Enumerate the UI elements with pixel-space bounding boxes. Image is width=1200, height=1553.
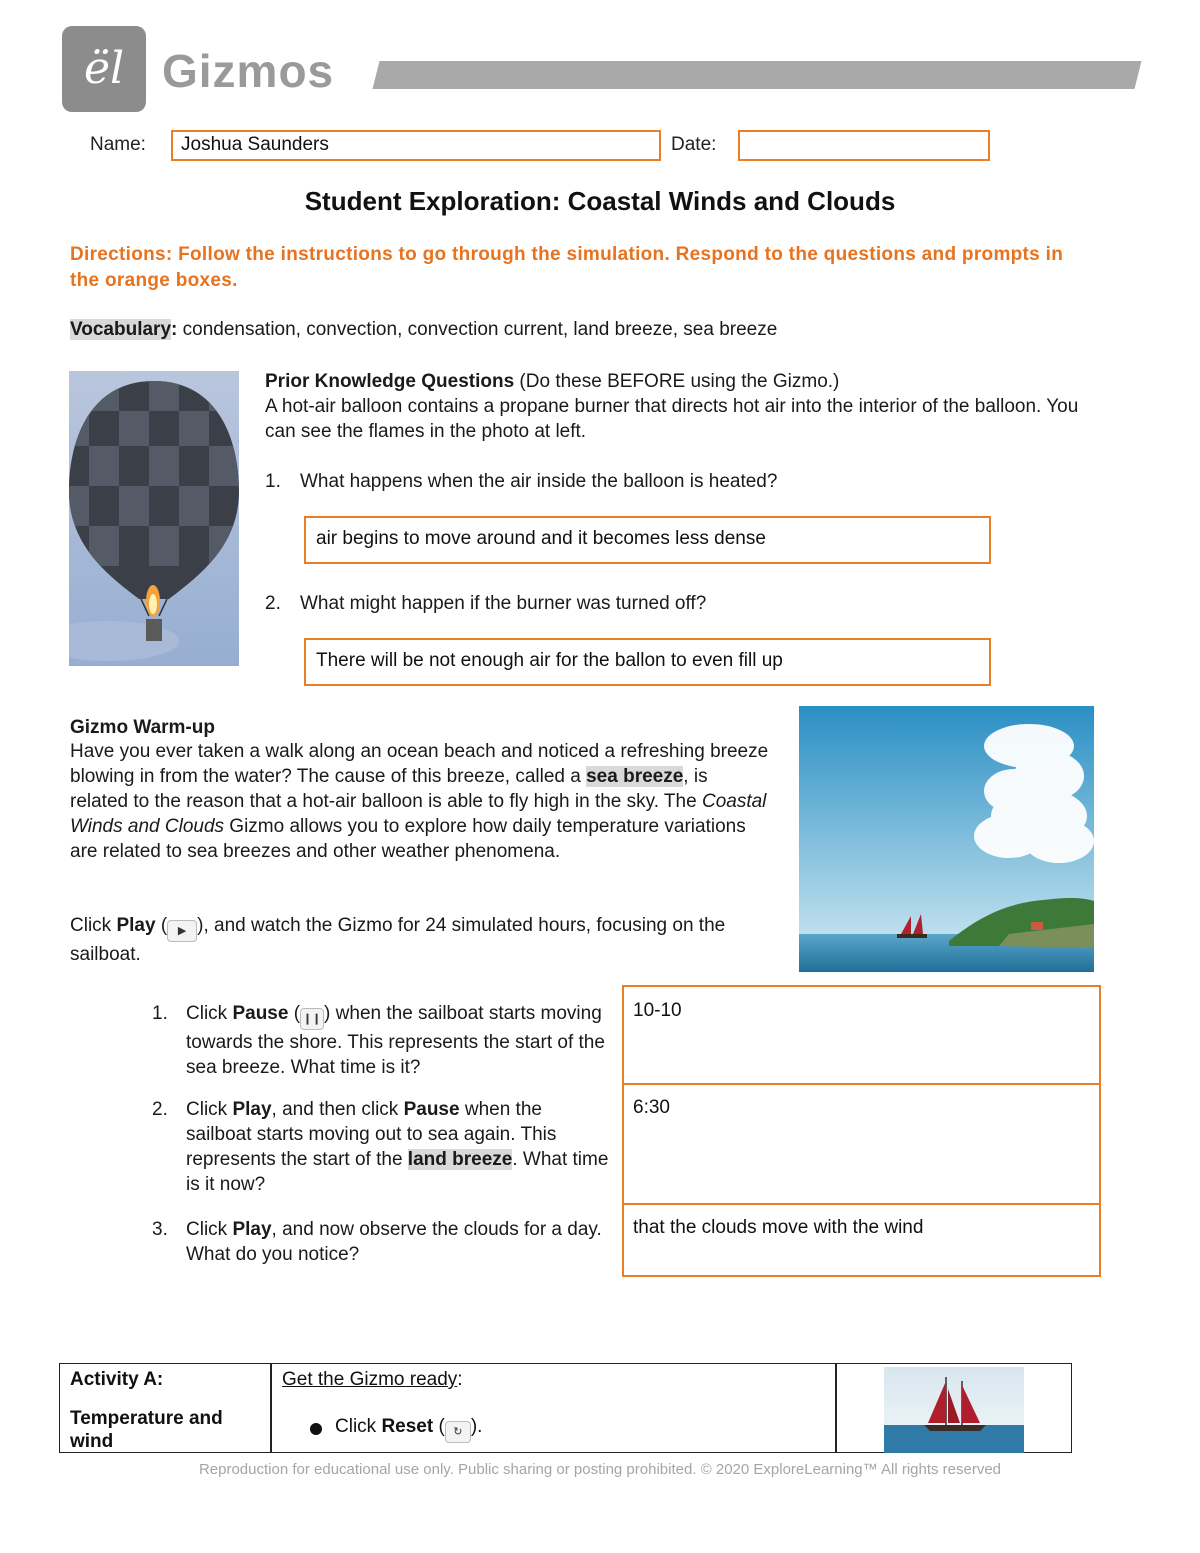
pause-label: Pause xyxy=(403,1099,460,1120)
step-text: . What time is it now? xyxy=(186,1149,609,1195)
answer-step-2[interactable]: 6:30 xyxy=(633,1097,670,1118)
warmup-text: Gizmo allows you to explore how daily temperature variations are related to sea breezes and other weather phenomena. xyxy=(70,816,746,862)
gizmo-name: Coastal Winds and Clouds xyxy=(70,791,767,837)
step-text: when the sailboat starts moving out to sea again. This represents the start of the xyxy=(186,1099,557,1170)
gizmo-ready-line xyxy=(282,1369,463,1391)
term-sea-breeze: sea breeze xyxy=(586,766,684,787)
step-1-text xyxy=(186,1001,611,1080)
name-label: Name: xyxy=(90,134,146,155)
step-text: ( xyxy=(288,1003,301,1024)
footer-copyright: Reproduction for educational use only. Public sharing or posting prohibited. © 2020 ExploreLearning™ All rights reserved xyxy=(198,1461,1002,1478)
vocabulary-colon: : xyxy=(171,319,178,340)
bullet-icon xyxy=(310,1423,322,1435)
answer-box-q2[interactable]: There will be not enough air for the ballon to even fill up xyxy=(304,638,991,686)
instruction-text: ( xyxy=(433,1416,445,1437)
instruction-text: Click xyxy=(70,915,117,936)
step-3-text xyxy=(186,1217,616,1267)
instruction-text: ), and watch the Gizmo for 24 simulated hours, focusing on the sailboat. xyxy=(70,915,726,965)
question-text: What happens when the air inside the balloon is heated? xyxy=(300,471,778,492)
vocabulary-terms: condensation, convection, convection current, land breeze, sea breeze xyxy=(177,319,778,340)
step-text: ) when the sailboat starts moving towards the shore. This represents the start of the sea breeze. What time is it? xyxy=(186,1003,605,1078)
step-text: , and then click xyxy=(271,1099,404,1120)
page-title: Student Exploration: Coastal Winds and Clouds xyxy=(304,186,896,216)
reset-label: Reset xyxy=(381,1416,434,1437)
activity-topic: Temperature and wind xyxy=(70,1408,223,1452)
question-number: 1. xyxy=(265,471,281,492)
vocabulary-label: Vocabulary xyxy=(70,319,172,340)
activity-label: Activity A: xyxy=(70,1369,164,1390)
question-number: 2. xyxy=(265,593,281,614)
pause-label: Pause xyxy=(232,1003,289,1024)
coastal-scene-image xyxy=(799,706,1094,972)
header-bar xyxy=(373,61,1142,89)
play-label: Play xyxy=(116,915,156,936)
directions: Directions: Follow the instructions to go through the simulation. Respond to the questions and prompts in the orange boxes. xyxy=(70,244,1064,291)
sailboat-image xyxy=(884,1367,1024,1453)
date-field[interactable] xyxy=(738,130,990,161)
play-label: Play xyxy=(232,1219,272,1240)
prior-knowledge-heading-line xyxy=(265,369,1085,394)
reset-instruction xyxy=(335,1416,482,1443)
colon: : xyxy=(457,1369,463,1390)
brand-name: Gizmos xyxy=(162,45,335,97)
step-number: 1. xyxy=(152,1003,168,1024)
instruction-text: ( xyxy=(155,915,168,936)
instruction-text: Click xyxy=(335,1416,382,1437)
step-text: Click xyxy=(186,1219,233,1240)
table-divider xyxy=(835,1364,837,1452)
warmup-paragraph xyxy=(70,739,770,864)
step-text: Click xyxy=(186,1003,233,1024)
answer-step-3[interactable]: that the clouds move with the wind xyxy=(633,1217,924,1238)
instruction-text: ). xyxy=(470,1416,483,1437)
table-divider xyxy=(270,1364,272,1452)
prior-knowledge-heading: Prior Knowledge Questions xyxy=(265,371,515,392)
reset-icon: ↻ xyxy=(445,1421,471,1443)
step-text: Click xyxy=(186,1099,233,1120)
table-divider xyxy=(622,1203,1101,1205)
step-2-text xyxy=(186,1097,611,1197)
warmup-heading: Gizmo Warm-up xyxy=(70,717,215,738)
table-divider xyxy=(622,1083,1101,1085)
pause-icon: ❙❙ xyxy=(300,1008,324,1030)
date-label: Date: xyxy=(671,134,717,155)
answer-box-q1[interactable]: air begins to move around and it becomes less dense xyxy=(304,516,991,564)
hot-air-balloon-photo xyxy=(69,371,239,666)
vocabulary-line xyxy=(70,317,1120,342)
question-text: What might happen if the burner was turned off? xyxy=(300,593,707,614)
term-land-breeze: land breeze xyxy=(407,1149,513,1170)
step-text: , and now observe the clouds for a day. What do you notice? xyxy=(186,1219,602,1265)
play-icon: ▶ xyxy=(167,920,197,942)
warmup-play-instruction xyxy=(70,913,760,967)
gizmo-ready-label: Get the Gizmo ready xyxy=(282,1369,458,1390)
gizmos-logo-glyph: ël xyxy=(83,43,125,94)
name-field[interactable]: Joshua Saunders xyxy=(171,130,661,161)
prior-knowledge-intro: A hot-air balloon contains a propane burner that directs hot air into the interior of the balloon. You can see the flames in the photo at left. xyxy=(265,396,1079,442)
play-label: Play xyxy=(232,1099,272,1120)
step-number: 3. xyxy=(152,1219,168,1240)
prior-knowledge-note: (Do these BEFORE using the Gizmo.) xyxy=(514,371,840,392)
warmup-text: Have you ever taken a walk along an ocean beach and noticed a refreshing breeze blowing in from the water? The cause of this breeze, called a xyxy=(70,741,769,787)
step-number: 2. xyxy=(152,1099,168,1120)
answer-step-1[interactable]: 10-10 xyxy=(633,1000,682,1021)
warmup-text: , is related to the reason that a hot-air balloon is able to fly high in the sky. The xyxy=(70,766,708,812)
